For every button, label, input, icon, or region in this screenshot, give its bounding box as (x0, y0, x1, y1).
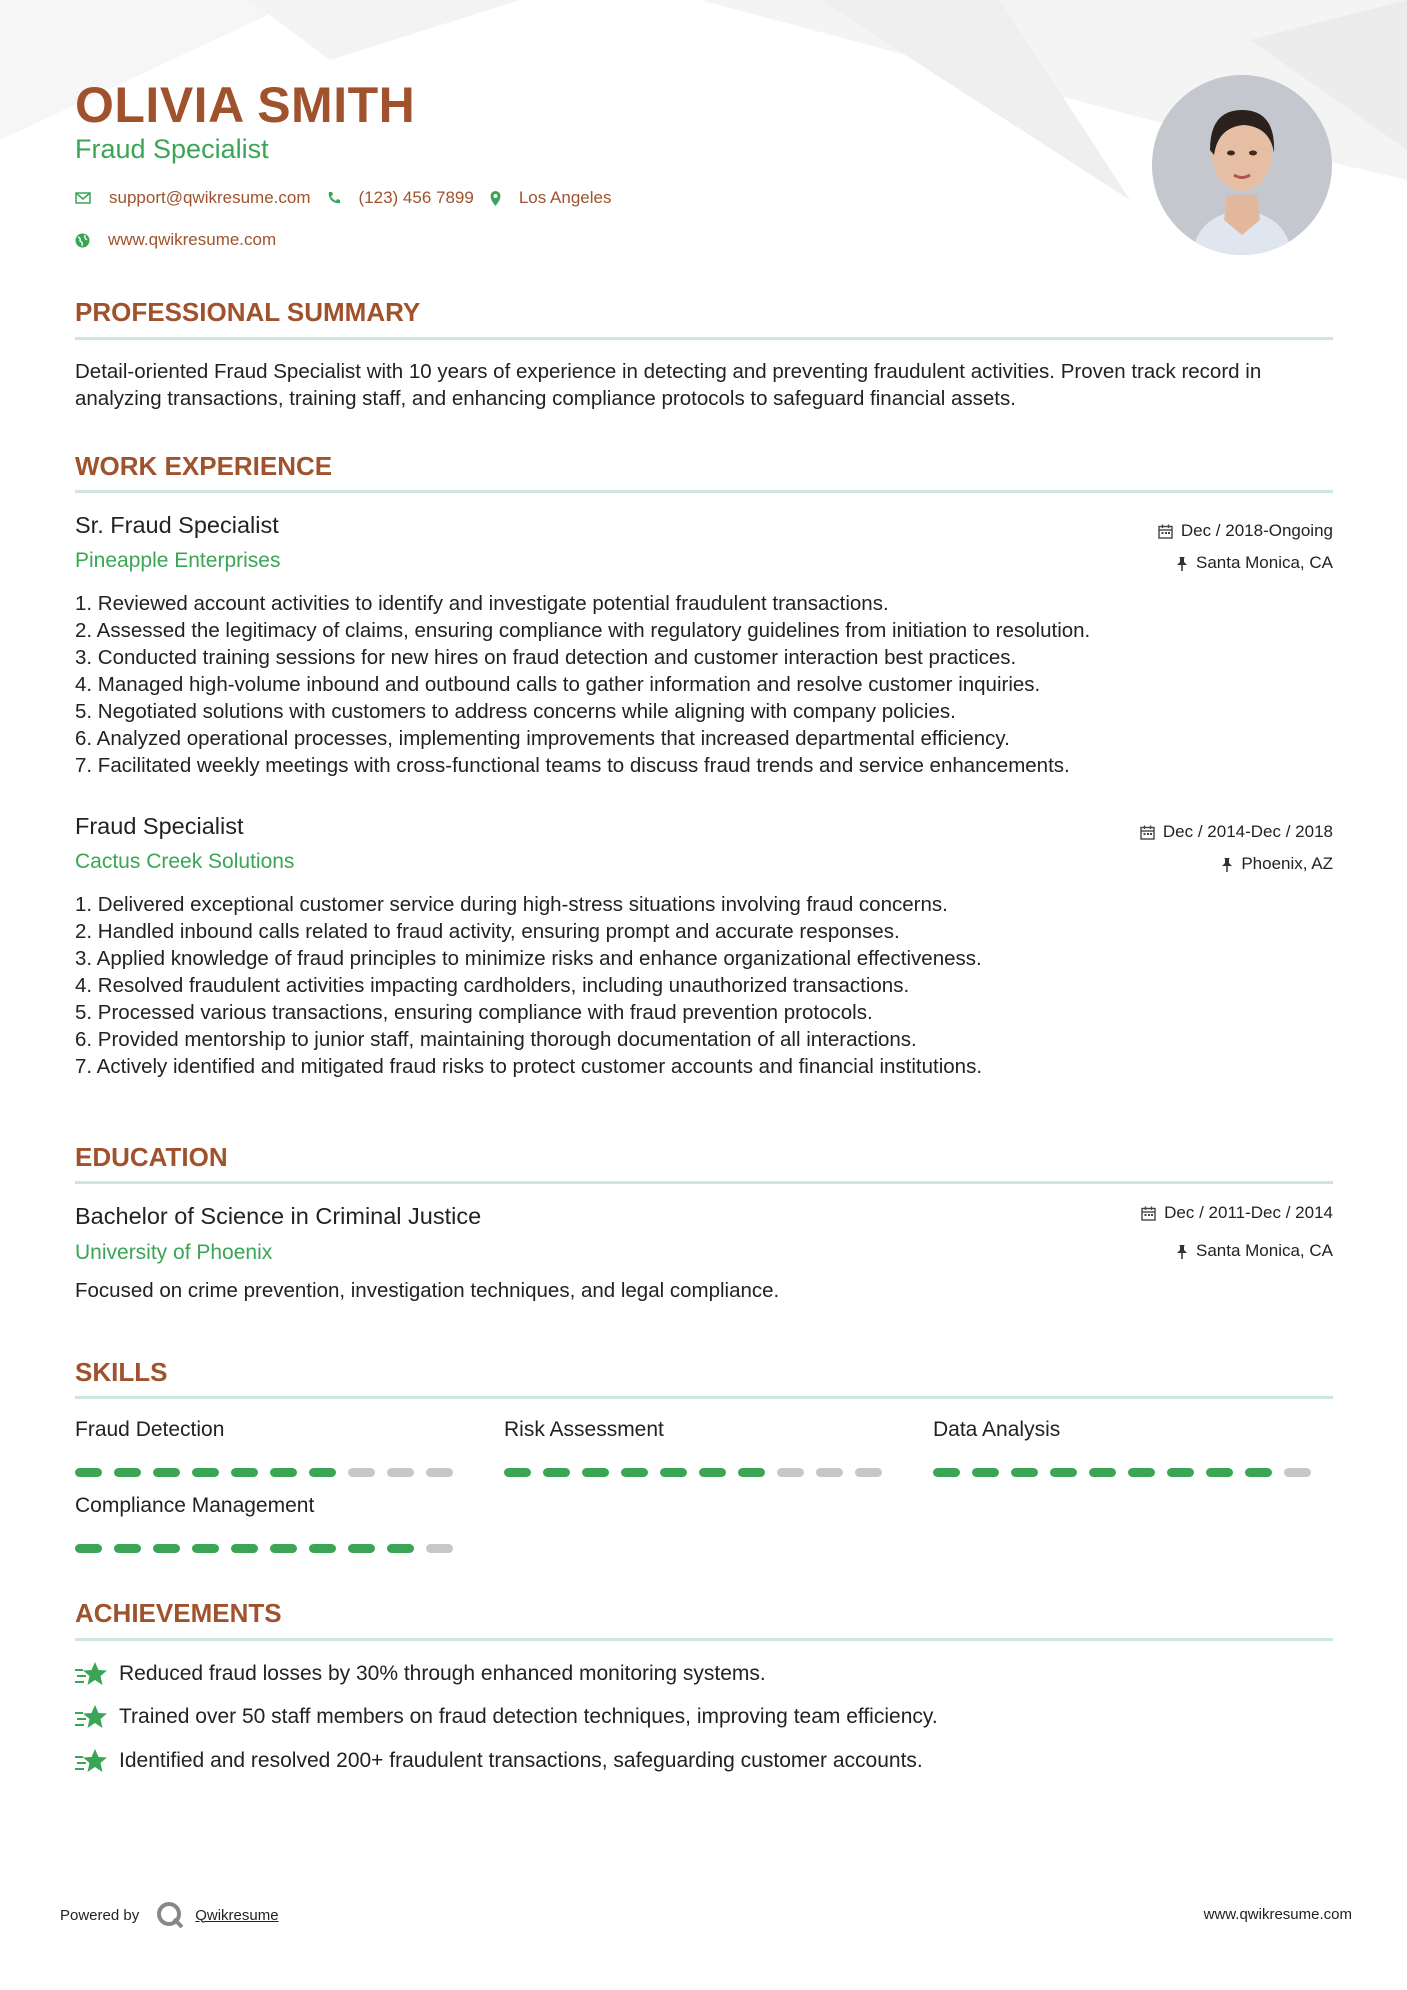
list-item: 2. Assessed the legitimacy of claims, ensuring compliance with regulatory guidelines from initiation to resolution. (75, 619, 1091, 642)
phone-item[interactable] (327, 188, 474, 208)
powered-by-text: Powered by (60, 1906, 140, 1924)
map-pin-icon (490, 191, 501, 206)
profile-photo (1152, 75, 1332, 255)
education-dates-text: Dec / 2011-Dec / 2014 (1164, 1203, 1333, 1222)
skill-name: Fraud Detection (75, 1418, 225, 1441)
skill-dot-filled (1167, 1468, 1194, 1477)
education-location (1176, 1241, 1333, 1261)
website-text: www.qwikresume.com (108, 230, 277, 249)
skill-dot-filled (1245, 1468, 1272, 1477)
job-location-text: Phoenix, AZ (1241, 854, 1333, 873)
job-dates (1158, 521, 1333, 541)
job-dates-text: Dec / 2014-Dec / 2018 (1162, 822, 1333, 841)
achievement-text: Reduced fraud losses by 30% through enhanced monitoring systems. (119, 1662, 766, 1685)
list-item: 3. Conducted training sessions for new hires on fraud detection and customer interaction best practices. (75, 646, 1017, 669)
list-item: 6. Analyzed operational processes, implementing improvements that increased departmental efficiency. (75, 727, 1010, 750)
achievement-text: Identified and resolved 200+ fraudulent transactions, safeguarding customer accounts. (119, 1749, 923, 1772)
contact-row (75, 188, 627, 208)
website-item[interactable] (75, 230, 276, 250)
skill-dot-filled (1089, 1468, 1116, 1477)
calendar-icon (1158, 524, 1173, 539)
skill-dot-filled (543, 1468, 570, 1477)
list-item: 3. Applied knowledge of fraud principles to minimize risks and enhance organizational effectiveness. (75, 947, 982, 970)
calendar-icon (1141, 1206, 1156, 1221)
email-item[interactable] (75, 188, 311, 208)
skill-dot-filled (75, 1468, 102, 1477)
list-item: 5. Negotiated solutions with customers to address concerns while aligning with company policies. (75, 700, 956, 723)
skill-name: Data Analysis (933, 1418, 1061, 1441)
skill-dot-filled (1050, 1468, 1077, 1477)
company-name: Cactus Creek Solutions (75, 850, 295, 873)
education-description: Focused on crime prevention, investigation techniques, and legal compliance. (75, 1279, 780, 1302)
footer-powered-by (60, 1900, 279, 1930)
skill-dot-empty (426, 1544, 453, 1553)
skill-dot-empty (855, 1468, 882, 1477)
skill-dot-filled (153, 1468, 180, 1477)
footer-url[interactable]: www.qwikresume.com (1203, 1906, 1352, 1923)
skill-dot-filled (309, 1468, 336, 1477)
skill-meter (933, 1468, 1323, 1477)
section-divider (75, 490, 1333, 493)
skill-dot-filled (621, 1468, 648, 1477)
section-divider (75, 1396, 1333, 1399)
star-icon (75, 1660, 107, 1688)
school-name: University of Phoenix (75, 1241, 273, 1264)
pushpin-icon (1176, 1244, 1188, 1259)
candidate-name: OLIVIA SMITH (75, 77, 416, 133)
education-heading: EDUCATION (75, 1142, 228, 1172)
skill-dot-filled (348, 1544, 375, 1553)
skill-meter (75, 1468, 465, 1477)
skill-dot-filled (114, 1468, 141, 1477)
section-divider (75, 1638, 1333, 1641)
location-text: Los Angeles (518, 188, 612, 207)
phone-text: (123) 456 7899 (358, 188, 474, 207)
skill-dot-filled (192, 1468, 219, 1477)
skill-dot-filled (231, 1544, 258, 1553)
skill-dot-filled (75, 1544, 102, 1553)
education-dates (1141, 1203, 1333, 1223)
skill-dot-filled (933, 1468, 960, 1477)
qwikresume-logo (155, 1900, 185, 1930)
pushpin-icon (1221, 857, 1233, 872)
skill-meter (75, 1544, 465, 1553)
skill-dot-filled (153, 1544, 180, 1553)
skill-dot-filled (582, 1468, 609, 1477)
job-title: Sr. Fraud Specialist (75, 512, 279, 538)
skill-dot-empty (387, 1468, 414, 1477)
location-item (490, 188, 612, 208)
list-item: 1. Delivered exceptional customer service during high-stress situations involving fraud concerns. (75, 893, 948, 916)
list-item: 1. Reviewed account activities to identify and investigate potential fraudulent transactions. (75, 592, 889, 615)
envelope-icon (75, 192, 91, 204)
summary-text: Detail-oriented Fraud Specialist with 10 years of experience in detecting and preventing fraudulent activities. Proven track record in analyzing transactions, training staff, and enhancing compliance protocols to safeguard financial assets. (75, 360, 1262, 410)
skill-dot-filled (1206, 1468, 1233, 1477)
skill-dot-filled (1011, 1468, 1038, 1477)
skill-dot-empty (1284, 1468, 1311, 1477)
candidate-role: Fraud Specialist (75, 134, 269, 164)
skills-heading: SKILLS (75, 1357, 168, 1387)
globe-icon (75, 233, 90, 248)
skill-dot-empty (348, 1468, 375, 1477)
skill-dot-filled (270, 1468, 297, 1477)
skill-dot-filled (387, 1544, 414, 1553)
skill-dot-empty (777, 1468, 804, 1477)
skill-dot-filled (660, 1468, 687, 1477)
achievement-item (75, 1747, 923, 1775)
job-location (1221, 854, 1333, 874)
skill-dot-filled (192, 1544, 219, 1553)
achievement-text: Trained over 50 staff members on fraud detection techniques, improving team efficiency. (119, 1705, 938, 1728)
summary-heading: PROFESSIONAL SUMMARY (75, 297, 421, 327)
job-location (1176, 553, 1333, 573)
skill-dot-empty (426, 1468, 453, 1477)
calendar-icon (1140, 825, 1155, 840)
skill-dot-empty (816, 1468, 843, 1477)
skill-dot-filled (1128, 1468, 1155, 1477)
education-location-text: Santa Monica, CA (1195, 1241, 1333, 1260)
skill-dot-filled (972, 1468, 999, 1477)
qwikresume-link[interactable]: Qwikresume (195, 1906, 279, 1924)
skill-dot-filled (309, 1544, 336, 1553)
job-title: Fraud Specialist (75, 813, 244, 839)
pushpin-icon (1176, 556, 1188, 571)
email-text: support@qwikresume.com (109, 188, 311, 207)
list-item: 4. Managed high-volume inbound and outbound calls to gather information and resolve customer inquiries. (75, 673, 1041, 696)
skill-dot-filled (504, 1468, 531, 1477)
job-bullets (75, 891, 1333, 1080)
list-item: 4. Resolved fraudulent activities impacting cardholders, including unauthorized transactions. (75, 974, 910, 997)
degree-title: Bachelor of Science in Criminal Justice (75, 1203, 482, 1229)
job-dates (1140, 822, 1333, 842)
skill-dot-filled (738, 1468, 765, 1477)
achievement-item (75, 1660, 766, 1688)
list-item: 5. Processed various transactions, ensuring compliance with fraud prevention protocols. (75, 1001, 873, 1024)
skill-dot-filled (699, 1468, 726, 1477)
achievement-item (75, 1703, 938, 1731)
star-icon (75, 1747, 107, 1775)
skill-name: Compliance Management (75, 1494, 315, 1517)
list-item: 7. Facilitated weekly meetings with cross-functional teams to discuss fraud trends and service enhancements. (75, 754, 1070, 777)
skill-meter (504, 1468, 894, 1477)
company-name: Pineapple Enterprises (75, 549, 281, 572)
experience-heading: WORK EXPERIENCE (75, 451, 333, 481)
section-divider (75, 337, 1333, 340)
list-item: 7. Actively identified and mitigated fraud risks to protect customer accounts and financial institutions. (75, 1055, 983, 1078)
job-bullets (75, 590, 1333, 779)
skill-dot-filled (114, 1544, 141, 1553)
star-icon (75, 1703, 107, 1731)
list-item: 6. Provided mentorship to junior staff, maintaining thorough documentation of all interactions. (75, 1028, 917, 1051)
job-location-text: Santa Monica, CA (1195, 553, 1333, 572)
achievements-heading: ACHIEVEMENTS (75, 1598, 282, 1628)
skill-dot-filled (231, 1468, 258, 1477)
skill-name: Risk Assessment (504, 1418, 664, 1441)
phone-icon (327, 191, 341, 205)
skill-dot-filled (270, 1544, 297, 1553)
section-divider (75, 1181, 1333, 1184)
job-dates-text: Dec / 2018-Ongoing (1180, 521, 1333, 540)
website-row (75, 230, 292, 250)
list-item: 2. Handled inbound calls related to fraud activity, ensuring prompt and accurate responses. (75, 920, 900, 943)
